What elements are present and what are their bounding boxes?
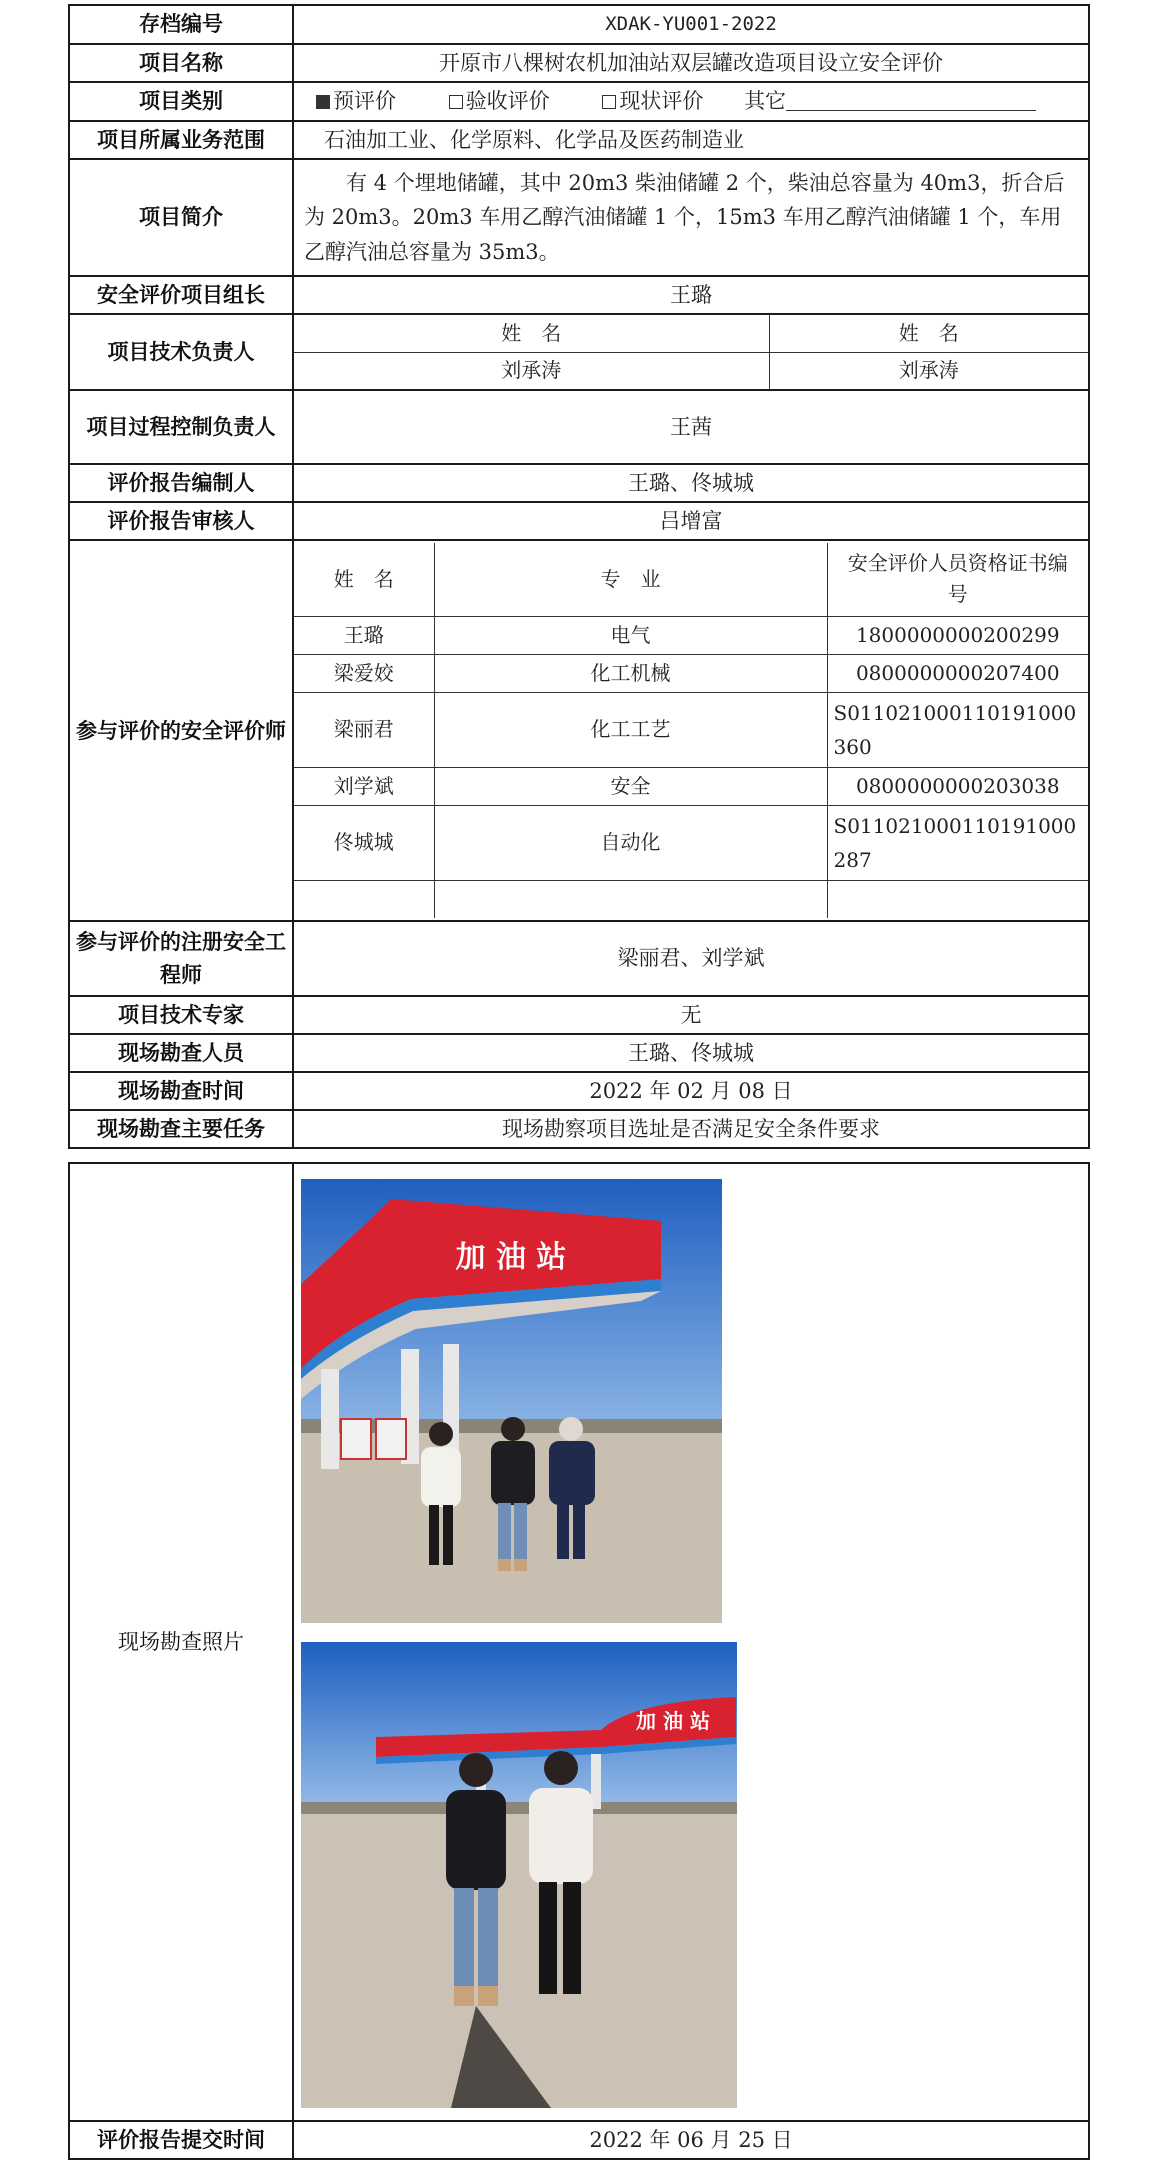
archive-label: 存档编号: [69, 5, 293, 44]
info-table: [68, 4, 1090, 1149]
tech-expert-label: 项目技术专家: [69, 996, 293, 1034]
report-reviewer-label: 评价报告审核人: [69, 502, 293, 540]
assessors-header-major: 专 业: [434, 543, 827, 616]
survey-staff-value: 王璐、佟城城: [293, 1034, 1089, 1072]
table-row: [294, 692, 1088, 767]
assessor-name: 梁爱姣: [294, 654, 434, 692]
table-row: [294, 805, 1088, 880]
assessor-cert: 1800000000200299: [827, 616, 1088, 654]
survey-task-label: 现场勘查主要任务: [69, 1110, 293, 1148]
tech-lead-header-2: 姓 名: [769, 315, 1088, 352]
assessor-cert: 0800000000207400: [827, 654, 1088, 692]
assessors-header-name: 姓 名: [294, 543, 434, 616]
option-pre-evaluation[interactable]: 预评价: [316, 89, 396, 113]
option-acceptance-evaluation[interactable]: 验收评价: [449, 89, 550, 113]
submit-time-value: 2022 年 06 月 25 日: [293, 2121, 1089, 2159]
assessor-name: 梁丽君: [294, 692, 434, 767]
empty-cell: [294, 880, 434, 918]
engineers-label: 参与评价的注册安全工程师: [69, 921, 293, 996]
engineers-value: 梁丽君、刘学斌: [293, 921, 1089, 996]
intro-value: 有 4 个埋地储罐，其中 20m3 柴油储罐 2 个，柴油总容量为 40m3，折合后为 20m3。20m3 车用乙醇汽油储罐 1 个，15m3 车用乙醇汽油储罐 1 个，车用乙醇汽油总容量为 35m3。: [293, 159, 1089, 276]
option-other: 其它: [744, 89, 1036, 113]
project-type-label: 项目类别: [69, 82, 293, 121]
assessors-label: 参与评价的安全评价师: [69, 540, 293, 921]
assessor-major: 化工工艺: [434, 692, 827, 767]
project-name-value: 开原市八棵树农机加油站双层罐改造项目设立安全评价: [293, 44, 1089, 82]
assessor-major: 安全: [434, 767, 827, 805]
tech-lead-label: 项目技术负责人: [69, 314, 293, 390]
tech-lead-name-1: 刘承涛: [294, 352, 769, 389]
intro-label: 项目简介: [69, 159, 293, 276]
photos-label: 现场勘查照片: [69, 1163, 293, 2121]
site-photo-2: [301, 1642, 737, 2108]
report-author-value: 王璐、佟城城: [293, 464, 1089, 502]
assessor-name: 佟城城: [294, 805, 434, 880]
site-photo-1: [301, 1179, 722, 1623]
checkbox-empty-icon: [602, 95, 616, 109]
tech-lead-name-2: 刘承涛: [769, 352, 1088, 389]
survey-staff-label: 现场勘查人员: [69, 1034, 293, 1072]
assessor-name: 刘学斌: [294, 767, 434, 805]
team-leader-value: 王璐: [293, 276, 1089, 314]
process-lead-label: 项目过程控制负责人: [69, 390, 293, 464]
assessor-name: 王璐: [294, 616, 434, 654]
survey-task-value: 现场勘察项目选址是否满足安全条件要求: [293, 1110, 1089, 1148]
assessor-cert: S011021000110191000360: [827, 692, 1088, 767]
team-leader-label: 安全评价项目组长: [69, 276, 293, 314]
survey-time-value: 2022 年 02 月 08 日: [293, 1072, 1089, 1110]
table-row: [294, 654, 1088, 692]
business-scope-value: 石油加工业、化学原料、化学品及医药制造业: [293, 121, 1089, 159]
survey-time-label: 现场勘查时间: [69, 1072, 293, 1110]
assessor-major: 电气: [434, 616, 827, 654]
project-type-options: [293, 82, 1089, 121]
submit-time-label: 评价报告提交时间: [69, 2121, 293, 2159]
assessor-cert: S011021000110191000287: [827, 805, 1088, 880]
tech-expert-value: 无: [293, 996, 1089, 1034]
assessor-major: 自动化: [434, 805, 827, 880]
option-status-evaluation[interactable]: 现状评价: [602, 89, 703, 113]
report-reviewer-value: 吕增富: [293, 502, 1089, 540]
business-scope-label: 项目所属业务范围: [69, 121, 293, 159]
canopy-sign: [636, 1709, 710, 1733]
assessor-major: 化工机械: [434, 654, 827, 692]
other-blank-line[interactable]: [786, 90, 1036, 111]
table-row: [294, 767, 1088, 805]
table-row: [294, 880, 1088, 918]
empty-cell: [827, 880, 1088, 918]
tech-lead-table: [294, 315, 1088, 389]
canopy-sign: [456, 1240, 567, 1275]
svg-text:加 油 站: 加 油 站: [636, 1709, 710, 1733]
report-author-label: 评价报告编制人: [69, 464, 293, 502]
svg-text:加 油 站: 加 油 站: [455, 1240, 567, 1275]
assessors-header-cert: 安全评价人员资格证书编号: [827, 543, 1088, 616]
process-lead-value: 王茜: [293, 390, 1089, 464]
checkbox-checked-icon: [316, 95, 330, 109]
checkbox-empty-icon: [449, 95, 463, 109]
project-name-label: 项目名称: [69, 44, 293, 82]
assessors-table: [294, 543, 1088, 918]
archive-value: XDAK-YU001-2022: [293, 5, 1089, 44]
empty-cell: [434, 880, 827, 918]
tech-lead-header-1: 姓 名: [294, 315, 769, 352]
assessor-cert: 0800000000203038: [827, 767, 1088, 805]
photo-table: [68, 1162, 1090, 2160]
table-row: [294, 616, 1088, 654]
